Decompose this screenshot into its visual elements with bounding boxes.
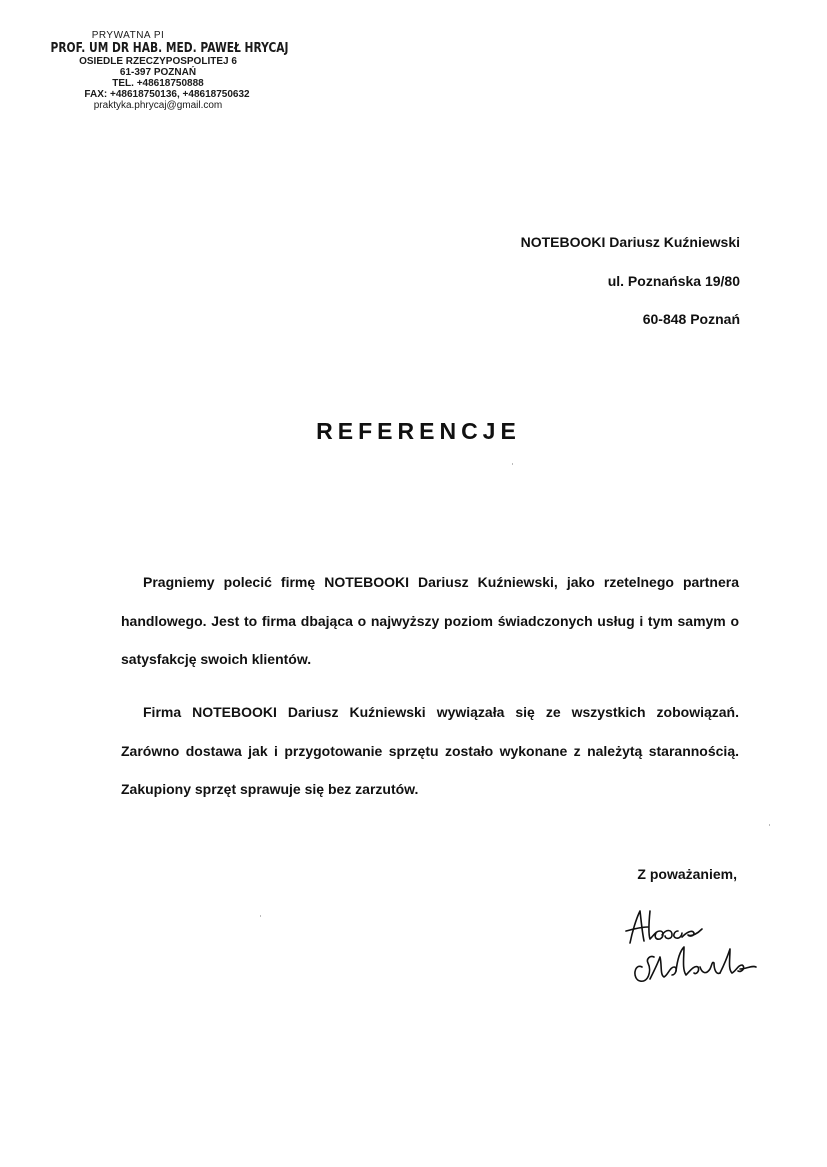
- recipient-city: 60-848 Poznań: [642, 311, 740, 327]
- scan-speck: [512, 463, 513, 465]
- scan-speck: [769, 824, 770, 826]
- closing-salutation: Z poważaniem,: [637, 866, 737, 882]
- stamp-postcode: 61-397 POZNAŃ: [119, 67, 197, 78]
- stamp-doctor-name: PROF. UM DR HAB. MED. PAWEŁ HRYCAJ: [50, 41, 289, 56]
- stamp: [38, 30, 289, 111]
- recipient-street: ul. Poznańska 19/80: [607, 273, 740, 289]
- stamp-fax: FAX: +48618750136, +48618750632: [84, 89, 250, 100]
- document-title: REFERENCJE: [316, 418, 521, 444]
- scan-speck: [260, 915, 261, 917]
- body-paragraph-1: Pragniemy polecić firmę NOTEBOOKI Dariusz Kuźniewski, jako rzetelnego partnera handlowego. Jest to firma dbająca o najwyższy poziom świadczonych usług i tym samym o satysfakcję swoich klientów.: [121, 574, 739, 667]
- stamp-phone: TEL. +48618750888: [112, 78, 204, 89]
- handwritten-signature: [620, 905, 770, 1000]
- recipient-name: NOTEBOOKI Dariusz Kuźniewski: [520, 234, 740, 250]
- body-paragraph-2: Firma NOTEBOOKI Dariusz Kuźniewski wywiązała się ze wszystkich zobowiązań. Zarówno dostawa jak i przygotowanie sprzętu zostało wykonane z należytą starannością. Zakupiony sprzęt sprawuje się bez zarzutów.: [121, 704, 739, 797]
- stamp-address: OSIEDLE RZECZYPOSPOLITEJ 6: [79, 56, 237, 67]
- stamp-line-1: PRYWATNA PI: [91, 30, 165, 41]
- stamp-email: praktyka.phrycaj@gmail.com: [93, 100, 223, 111]
